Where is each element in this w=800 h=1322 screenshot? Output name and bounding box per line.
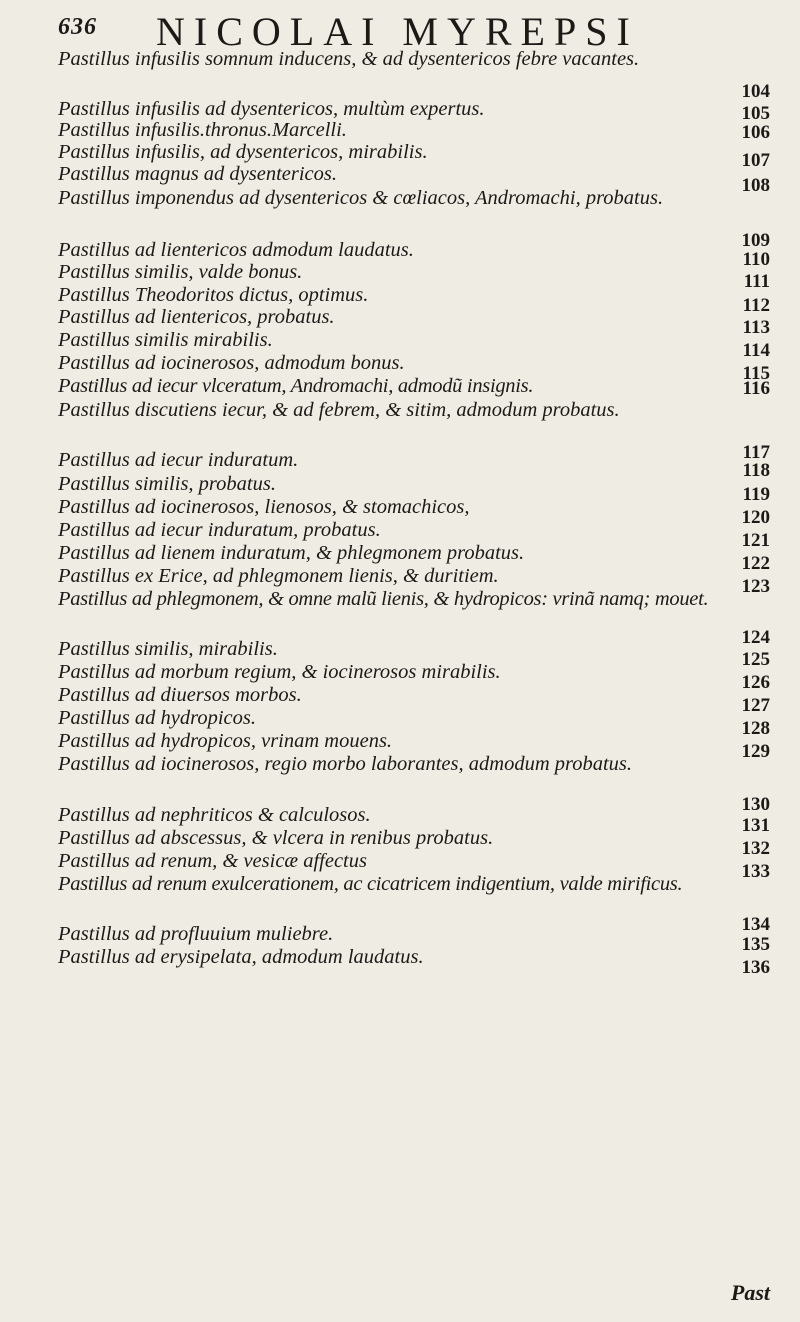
list-item bbox=[58, 473, 770, 505]
entry-number: 114 bbox=[742, 340, 770, 361]
list-item bbox=[58, 565, 770, 597]
entry-number: 127 bbox=[741, 695, 770, 716]
list-item bbox=[58, 804, 770, 836]
entry-number: 118 bbox=[742, 460, 770, 481]
entry-number: 109 bbox=[741, 230, 770, 251]
entry-number: 120 bbox=[741, 507, 770, 528]
entry-number: 130 bbox=[741, 794, 770, 815]
entry-number: 124 bbox=[741, 627, 770, 648]
entry-number: 134 bbox=[741, 914, 770, 935]
page-header bbox=[58, 8, 758, 54]
entry-number: 107 bbox=[741, 150, 770, 171]
entry-number: 111 bbox=[743, 271, 770, 292]
entry-text: Pastillus ad lienem induratum, & phlegmonem probatus. bbox=[58, 542, 525, 564]
entry-text: Pastillus ad phlegmonem, & omne malũ lienis, & hydropicos: vrinã namq; mouet. bbox=[58, 588, 709, 610]
entry-number: 132 bbox=[741, 838, 770, 859]
entry-number: 129 bbox=[741, 741, 770, 762]
entry-text: Pastillus ad morbum regium, & iocinerosos mirabilis. bbox=[58, 661, 501, 683]
entry-text: Pastillus magnus ad dysentericos. bbox=[58, 163, 338, 185]
entry-text: Pastillus ad lientericos admodum laudatus. bbox=[58, 239, 414, 261]
list-item bbox=[58, 730, 770, 762]
entry-number: 110 bbox=[742, 249, 770, 270]
entry-text: Pastillus ad hydropicos. bbox=[58, 707, 256, 729]
entry-text: Pastillus similis, valde bonus. bbox=[58, 261, 303, 283]
entry-text: Pastillus ad iocinerosos, regio morbo laborantes, admodum probatus. bbox=[58, 753, 633, 775]
list-item bbox=[58, 329, 770, 361]
entry-text: Pastillus infusilis.thronus.Marcelli. bbox=[58, 119, 347, 141]
entry-text: Pastillus ad iocinerosos, lienosos, & stomachicos, bbox=[58, 496, 470, 518]
list-item bbox=[58, 661, 770, 693]
list-item bbox=[58, 306, 770, 338]
entry-text: Pastillus similis, mirabilis. bbox=[58, 638, 278, 660]
entry-text: Pastillus Theodoritos dictus, optimus. bbox=[58, 284, 369, 306]
entry-number: 122 bbox=[741, 553, 770, 574]
entry-number: 104 bbox=[741, 81, 770, 102]
list-item bbox=[58, 48, 770, 98]
entry-number: 106 bbox=[741, 122, 770, 143]
catchword: Past bbox=[730, 1280, 770, 1305]
entry-text: Pastillus similis, probatus. bbox=[58, 473, 276, 495]
entry-text: Pastillus infusilis somnum inducens, & ad dysentericos febre vacantes. bbox=[58, 48, 640, 70]
list-item bbox=[58, 449, 770, 481]
entry-number: 136 bbox=[741, 957, 770, 978]
entry-number: 105 bbox=[741, 103, 770, 124]
entry-text: Pastillus ad iecur vlceratum, Andromachi, admodũ insignis. bbox=[58, 375, 534, 397]
list-item bbox=[58, 141, 770, 171]
list-item bbox=[58, 588, 770, 648]
entry-text: Pastillus imponendus ad dysentericos & cœliacos, Andromachi, probatus. bbox=[58, 187, 664, 209]
list-item bbox=[58, 284, 770, 316]
entry-text: Pastillus ad lientericos, probatus. bbox=[58, 306, 335, 328]
entry-text: Pastillus ad iocinerosos, admodum bonus. bbox=[58, 352, 405, 374]
entry-text: Pastillus ad iecur induratum. bbox=[58, 449, 299, 471]
entry-number: 121 bbox=[741, 530, 770, 551]
list-item bbox=[58, 638, 770, 670]
entry-number: 125 bbox=[741, 649, 770, 670]
list-item bbox=[58, 827, 770, 859]
entry-text: Pastillus infusilis, ad dysentericos, mirabilis. bbox=[58, 141, 428, 163]
entry-text: Pastillus ad nephriticos & calculosos. bbox=[58, 804, 371, 826]
entry-number: 108 bbox=[741, 175, 770, 196]
list-item bbox=[58, 352, 770, 384]
list-item bbox=[58, 946, 770, 978]
list-item bbox=[58, 239, 770, 270]
running-head: NICOLAI MYREPSI bbox=[156, 9, 639, 54]
entry-number: 112 bbox=[742, 295, 770, 316]
list-item bbox=[58, 261, 770, 292]
page-number: 636 bbox=[58, 14, 97, 40]
entry-text: Pastillus discutiens iecur, & ad febrem, & sitim, admodum probatus. bbox=[58, 399, 620, 421]
list-item bbox=[58, 542, 770, 574]
entry-text: Pastillus ad profluuium muliebre. bbox=[58, 923, 334, 945]
entry-number: 113 bbox=[742, 317, 770, 338]
entry-number: 115 bbox=[742, 363, 770, 384]
entry-text: Pastillus ad renum, & vesicæ affectus bbox=[58, 850, 367, 872]
entry-number: 133 bbox=[741, 861, 770, 882]
entry-number: 128 bbox=[741, 718, 770, 739]
entry-number: 123 bbox=[741, 576, 770, 597]
list-item bbox=[58, 119, 770, 141]
entry-text: Pastillus ad iecur induratum, probatus. bbox=[58, 519, 381, 541]
entry-number: 131 bbox=[741, 815, 770, 836]
entry-number: 119 bbox=[742, 484, 770, 505]
entry-text: Pastillus ad erysipelata, admodum laudatus. bbox=[58, 946, 424, 968]
entry-text: Pastillus ad diuersos morbos. bbox=[58, 684, 302, 706]
recipe-index-list bbox=[58, 48, 770, 978]
list-item bbox=[58, 684, 770, 716]
list-item bbox=[58, 496, 770, 528]
list-item bbox=[58, 163, 770, 196]
list-item bbox=[58, 519, 770, 551]
entry-text: Pastillus ad renum exulcerationem, ac cicatricem indigentium, valde mirificus. bbox=[58, 873, 683, 895]
entry-number: 116 bbox=[742, 378, 770, 399]
entry-text: Pastillus infusilis ad dysentericos, multùm expertus. bbox=[58, 98, 485, 120]
entry-text: Pastillus ex Erice, ad phlegmonem lienis, & duritiem. bbox=[58, 565, 499, 587]
entry-number: 117 bbox=[742, 442, 770, 463]
list-item bbox=[58, 375, 770, 399]
entry-text: Pastillus similis mirabilis. bbox=[58, 329, 273, 351]
list-item bbox=[58, 850, 770, 882]
list-item bbox=[58, 923, 770, 955]
entry-text: Pastillus ad hydropicos, vrinam mouens. bbox=[58, 730, 393, 752]
entry-text: Pastillus ad abscessus, & vlcera in renibus probatus. bbox=[58, 827, 494, 849]
list-item bbox=[58, 81, 770, 124]
entry-number: 126 bbox=[741, 672, 770, 693]
list-item bbox=[58, 707, 770, 739]
entry-number: 135 bbox=[741, 934, 770, 955]
